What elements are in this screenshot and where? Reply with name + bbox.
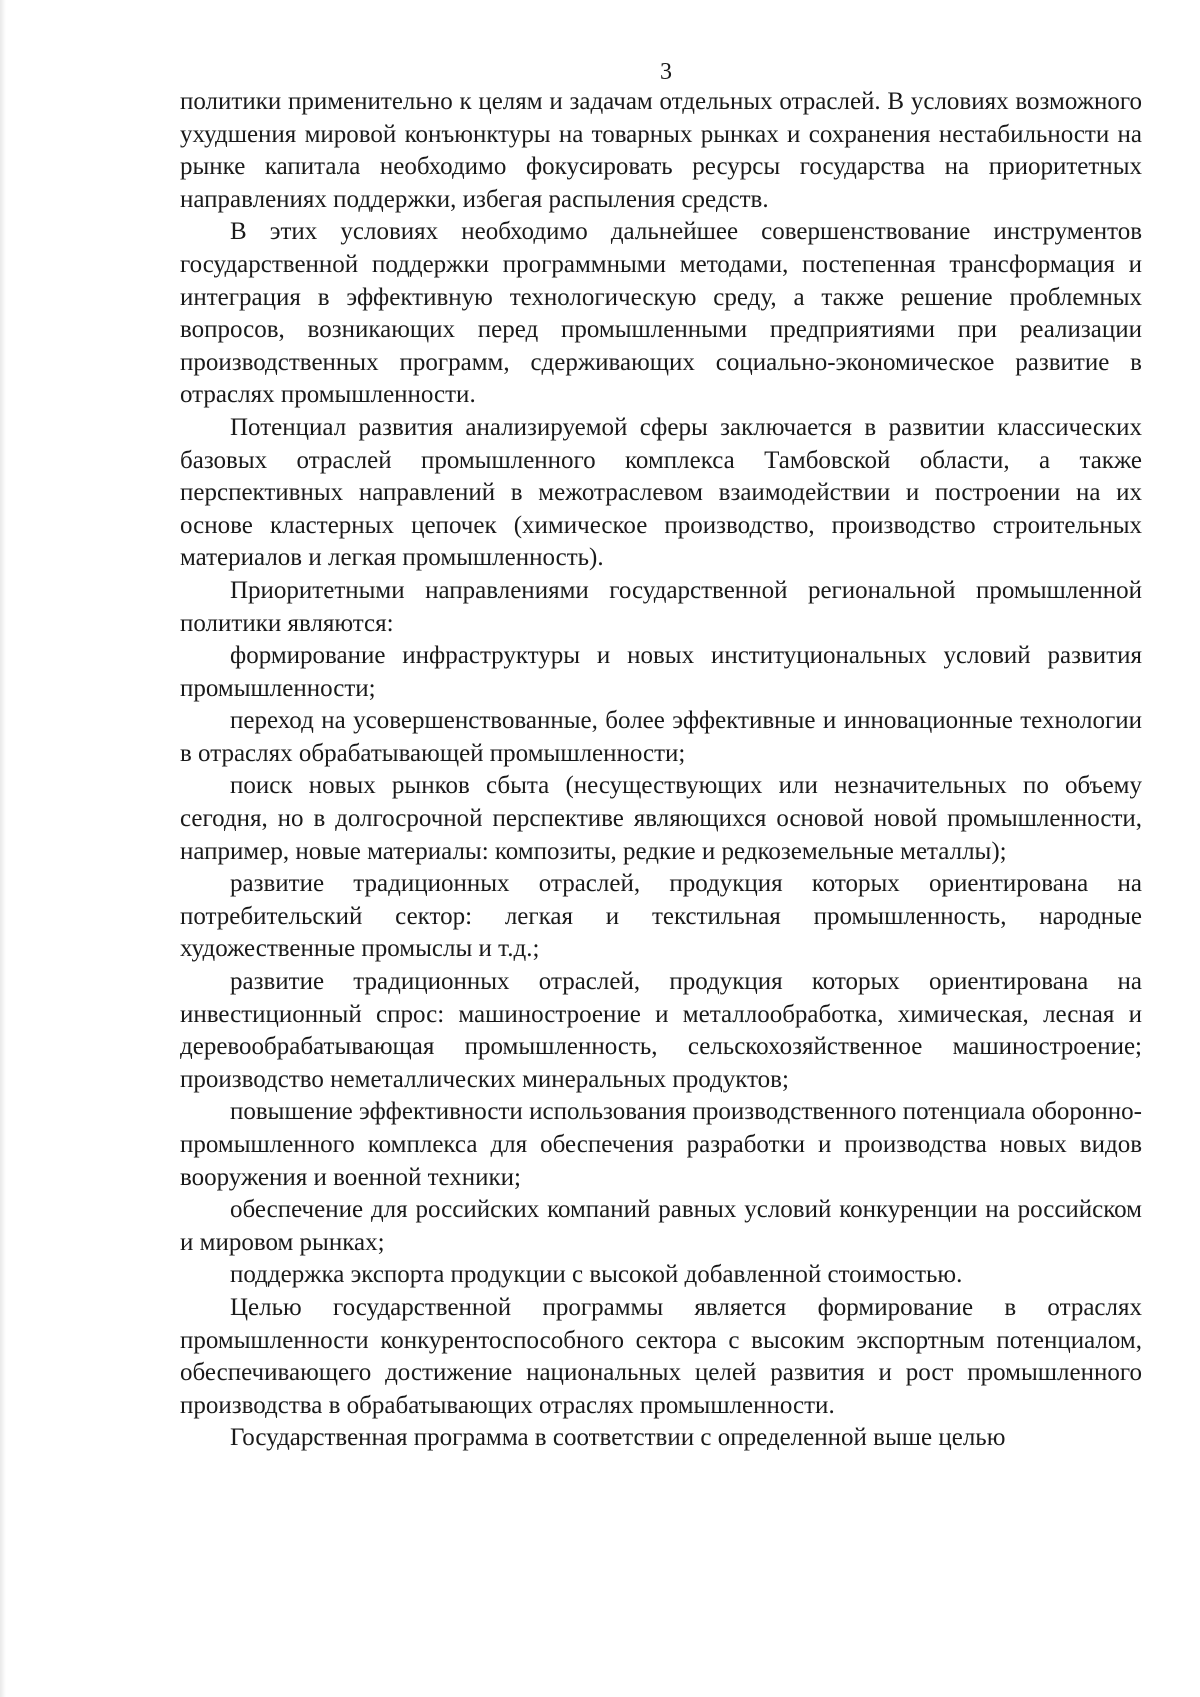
paragraph: Государственная программа в соответствии с определенной выше целью [230,1424,1006,1452]
list-item: поддержка экспорта продукции с высокой добавленной стоимостью. [230,1261,963,1289]
paragraph: В этих условиях необходимо дальнейшее совершенствование инструментов государственной поддержки программными методами, постепенная трансформация и интеграция в эффективную технологическую среду, а также решение проблемных вопросов, возникающих перед промышленными предприятиями при реализации производственных программ, сдерживающих социально-экономическое развитие в отраслях промышленности. [180,218,1142,409]
list-item: переход на усовершенствованные, более эффективные и инновационные технологии в отраслях обрабатывающей промышленности; [180,707,1142,767]
list-item: обеспечение для российских компаний равных условий конкуренции на российском и мировом рынках; [180,1196,1142,1256]
list-item: повышение эффективности использования производственного потенциала оборонно-промышленного комплекса для обеспечения разработки и производства новых видов вооружения и военной техники; [180,1098,1142,1191]
paragraph: Приоритетными направлениями государственной региональной промышленной политики являются: [180,576,1142,637]
list-item: развитие традиционных отраслей, продукция которых ориентирована на инвестиционный спрос: машиностроение и металлообработка, химическая, лесная и деревообрабатывающая промышленность, сельскохозяйственное машиностроение; производство неметаллических минеральных продуктов; [180,968,1142,1093]
document-page [180,58,1142,1455]
list-item: развитие традиционных отраслей, продукция которых ориентирована на потребительский сектор: легкая и текстильная промышленность, народные художественные промыслы и т.д.; [180,870,1142,963]
paragraph-continuation: политики применительно к целям и задачам отдельных отраслей. В условиях возможного ухудшения мировой конъюнктуры на товарных рынках и сохранения нестабильности на рынке капитала необходимо фокусировать ресурсы государства на приоритетных направлениях поддержки, избегая распыления средств. [180,88,1142,213]
scan-edge [0,0,6,1697]
paragraph: Потенциал развития анализируемой сферы заключается в развитии классических базовых отраслей промышленного комплекса Тамбовской области, а также перспективных направлений в межотраслевом взаимодействии и построении на их основе кластерных цепочек (химическое производство, производство строительных материалов и легкая промышленность). [180,413,1142,572]
page-number: 3 [660,59,672,85]
paragraph: Целью государственной программы является формирование в отраслях промышленности конкурентоспособного сектора с высоким экспортным потенциалом, обеспечивающего достижение национальных целей развития и рост промышленного производства в обрабатывающих отраслях промышленности. [180,1293,1142,1419]
list-item: поиск новых рынков сбыта (несуществующих или незначительных по объему сегодня, но в долгосрочной перспективе являющихся основой новой промышленности, например, новые материалы: композиты, редкие и редкоземельные металлы); [180,772,1142,865]
list-item: формирование инфраструктуры и новых институциональных условий развития промышленности; [180,642,1142,702]
